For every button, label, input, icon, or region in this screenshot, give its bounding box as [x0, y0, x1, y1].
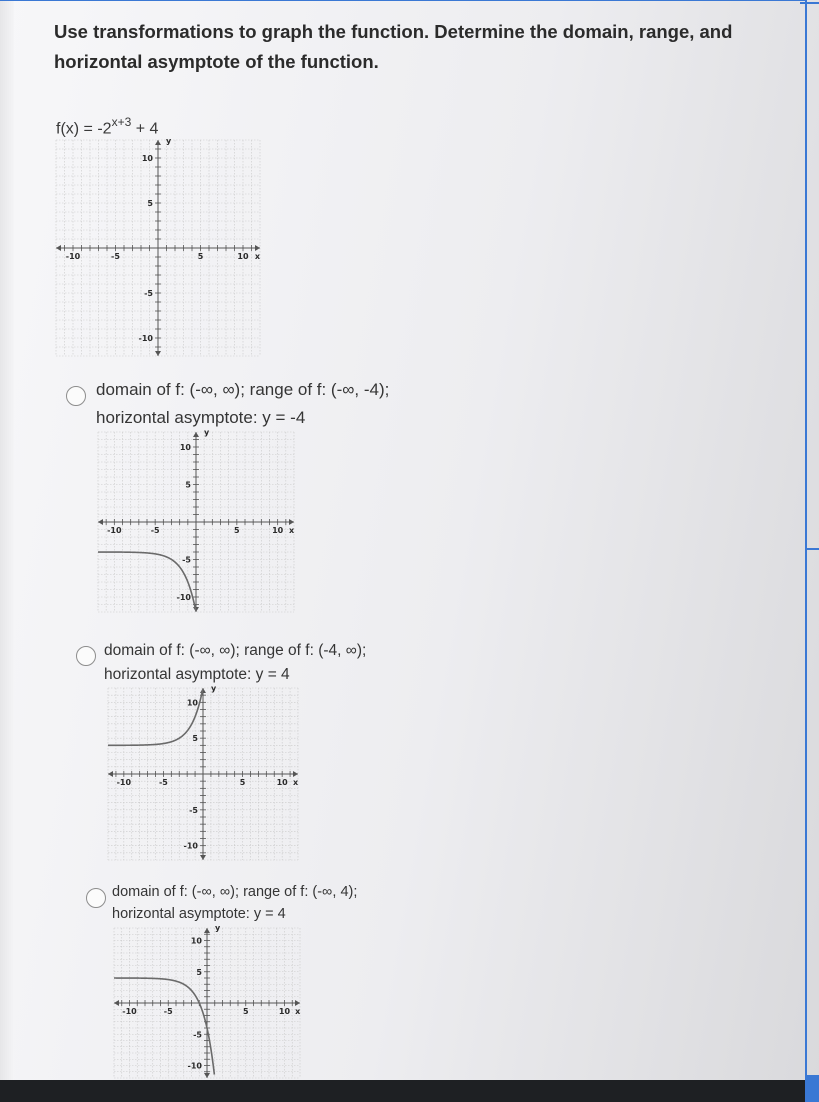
- tick-label-x-neg10: -10: [65, 252, 81, 261]
- frame-side-tick: [806, 548, 819, 550]
- tick-label-y-5: 5: [192, 734, 198, 744]
- axis-label-x: x: [254, 252, 261, 261]
- tick-label-y-5: 5: [147, 199, 153, 208]
- choice-1-graph: [98, 428, 295, 612]
- function-prefix: f(x) = -2: [56, 120, 112, 138]
- axis-label-x: x: [295, 1007, 301, 1016]
- tick-label-x-10: 10: [237, 252, 249, 261]
- tick-label-x-neg5: -5: [111, 252, 120, 261]
- bottom-bar: [0, 1080, 819, 1102]
- tick-label-y-neg10: -10: [176, 593, 191, 602]
- function-suffix: + 4: [131, 120, 159, 138]
- tick-label-y-neg5: -5: [182, 555, 191, 565]
- frame-corner: [800, 2, 819, 4]
- tick-label-x-neg10: -10: [116, 778, 132, 787]
- tick-label-y-5: 5: [196, 967, 202, 977]
- y-axis-arrow-up: [155, 140, 161, 145]
- x-axis-arrow-right: [255, 245, 260, 251]
- choice-3-line1: domain of f: (-∞, ∞); range of f: (-∞, 4);: [112, 884, 358, 900]
- x-axis-arrow-left: [98, 519, 103, 525]
- choice-2-line1: domain of f: (-∞, ∞); range of f: (-4, ∞);: [104, 642, 367, 659]
- left-edge: [0, 0, 14, 1080]
- choice-1-radio[interactable]: [66, 386, 86, 406]
- y-axis-arrow-up: [204, 928, 210, 933]
- tick-label-y-neg10: -10: [183, 841, 198, 851]
- tick-label-x-neg5: -5: [163, 1007, 173, 1016]
- choice-1-line1: domain of f: (-∞, ∞); range of f: (-∞, -4);: [96, 380, 390, 399]
- tick-label-y-neg5: -5: [144, 289, 153, 298]
- axis-label-y: y: [211, 683, 217, 693]
- y-axis-arrow-up: [193, 432, 199, 437]
- x-axis-arrow-left: [56, 245, 61, 251]
- choice-2-graph: [108, 683, 299, 860]
- tick-label-y-neg5: -5: [193, 1030, 202, 1040]
- blank-graph: [56, 136, 261, 356]
- y-axis-arrow-down: [155, 351, 161, 356]
- choice-3-line2: horizontal asymptote: y = 4: [112, 906, 286, 922]
- choice-3-radio[interactable]: [86, 888, 106, 908]
- tick-label-x-10: 10: [272, 526, 284, 535]
- choice-2-line2: horizontal asymptote: y = 4: [104, 666, 290, 683]
- axis-label-y: y: [204, 428, 210, 437]
- function-definition: [56, 116, 158, 138]
- function-exponent: x+3: [111, 115, 132, 129]
- tick-label-x-10: 10: [276, 778, 288, 787]
- tick-label-y-10: 10: [190, 936, 202, 946]
- y-axis-arrow-down: [200, 855, 206, 860]
- axis-label-y: y: [166, 136, 172, 146]
- x-axis-arrow-right: [295, 1000, 300, 1006]
- tick-label-x-5: 5: [197, 252, 204, 261]
- tick-label-y-5: 5: [185, 480, 191, 490]
- frame-right-border: [805, 0, 807, 1080]
- choice-1-line2: horizontal asymptote: y = -4: [96, 408, 306, 427]
- tick-label-x-10: 10: [278, 1007, 291, 1016]
- tick-label-y-neg10: -10: [138, 334, 153, 343]
- axis-label-y: y: [215, 923, 221, 933]
- tick-label-x-5: 5: [239, 778, 246, 787]
- tick-label-y-neg10: -10: [187, 1061, 202, 1071]
- x-axis-arrow-left: [108, 771, 113, 777]
- tick-label-x-neg10: -10: [122, 1007, 137, 1016]
- tick-label-x-5: 5: [234, 526, 240, 535]
- tick-label-x-neg5: -5: [158, 778, 168, 787]
- x-axis-arrow-right: [289, 519, 294, 525]
- frame-bottom-corner: [805, 1075, 819, 1102]
- tick-label-y-10: 10: [179, 443, 191, 452]
- choice-3-graph: [114, 923, 301, 1078]
- question-prompt: Use transformations to graph the function. Determine the domain, range, and horizontal asymptote of the function.: [54, 21, 733, 72]
- axis-label-x: x: [293, 778, 299, 787]
- x-axis-arrow-left: [114, 1000, 119, 1006]
- tick-label-y-neg5: -5: [189, 805, 198, 815]
- tick-label-x-neg10: -10: [107, 526, 122, 535]
- frame-top-border: [0, 0, 805, 5]
- y-axis-arrow-down: [204, 1073, 210, 1078]
- choice-2-radio[interactable]: [76, 646, 96, 666]
- x-axis-arrow-right: [293, 771, 298, 777]
- tick-label-x-neg5: -5: [150, 526, 160, 535]
- tick-label-x-5: 5: [242, 1007, 249, 1016]
- tick-label-y-10: 10: [186, 698, 198, 708]
- axis-label-x: x: [288, 526, 295, 535]
- tick-label-y-10: 10: [141, 154, 153, 163]
